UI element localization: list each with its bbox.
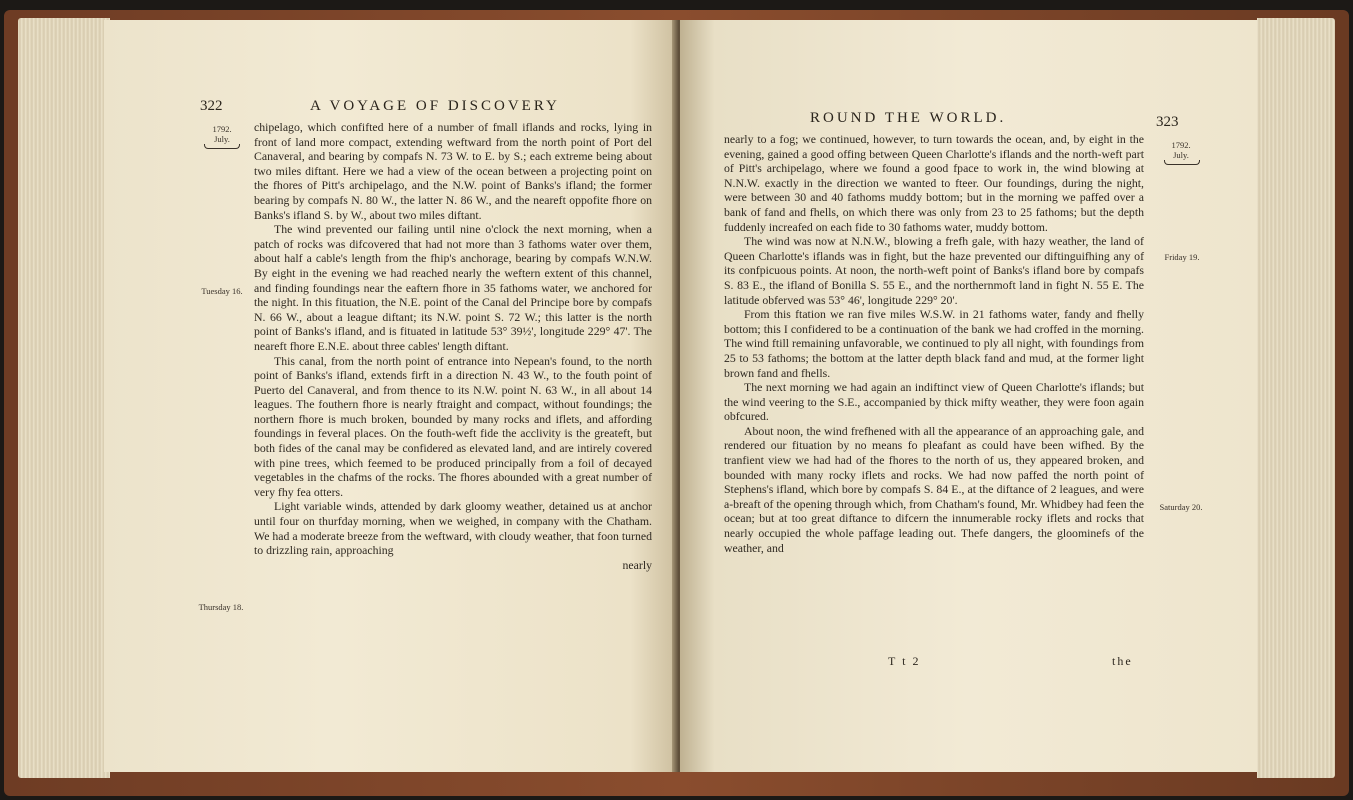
paragraph: Light variable winds, attended by dark gloomy weather, detained us at anchor until four on thurfday morning, when we weighed, in company with the Chatham. We had a moderate breeze from the weftward, with cloudy weather, that foon turned to drizzling rain, approaching	[254, 499, 652, 558]
right-page-body	[724, 132, 1144, 555]
paragraph: chipelago, which confifted here of a number of fmall iflands and rocks, lying in front of land more compact, extending weftward from the north point of Port del Canaveral, and bearing by compafs N. 73 W. to E. by S.; each extreme being about two miles diftant. Here we had a view of the ocean between a projecting point on the fhores of Pitt's archipelago, and the N.W. point of Banks's ifland; the former bearing by compafs N. 80 W., the latter N. 86 W., and the neareft oppofite fhore on Banks's ifland S. by W., about two miles diftant.	[254, 120, 652, 222]
running-head-left: A VOYAGE OF DISCOVERY	[310, 98, 560, 114]
margin-note-friday: Friday 19.	[1164, 252, 1200, 262]
signature-mark: T t 2	[888, 654, 921, 668]
left-page	[104, 20, 676, 772]
running-head-right: ROUND THE WORLD.	[810, 110, 1007, 126]
margin-note-saturday: Saturday 20.	[1159, 502, 1203, 512]
catchword-right: the	[1112, 654, 1133, 668]
margin-brace	[204, 144, 240, 149]
paragraph: From this ftation we ran five miles W.S.W. in 21 fathoms water, fandy and fhelly bottom; this I confidered to be a continuation of the bank we had croffed in the morning. The wind ftill remaining unfavorable, we continued to ply all night, with foundings from 25 to 53 fathoms; the bottom at the latter depth black fand and mud, at the former light brown fand and fhells.	[724, 307, 1144, 380]
paragraph: This canal, from the north point of entrance into Nepean's found, to the north point of Banks's ifland, extends firft in a direction N. 43 W., to the fouth point of Puerto del Canaveral, and from thence to its N.W. point N. 63 W., in all about 14 leagues. The fouthern fhore is nearly ftraight and compact, without foundings; the northern fhore is much broken, bounded by many rocks and iflets, and affording foundings in feveral places. On the fouth-weft fide the acclivity is the greateft, but both fides of the canal may be confidered as elevated land, and are intirely covered with pine trees, which feemed to be produced principally from a foil of decayed vegetables in the chafms of the rocks. The fhores abounded with a great number of very fhy fea otters.	[254, 353, 652, 499]
margin-date-month: July.	[1173, 150, 1189, 160]
margin-brace	[1164, 160, 1200, 165]
paragraph: About noon, the wind frefhened with all the appearance of an approaching gale, and rendered our fituation by no means fo pleafant as could have been wifhed. By the tranfient view we had had of the fhores to the north of us, they appeared broken, and bounded with many rocky iflets and rocks. We had now paffed the north point of Stephens's ifland, which bore by compafs S. 84 E., at the diftance of 2 leagues, and were a-breaft of the opening through which, from Chatham's found, Mr. Whidbey had feen the ocean; but at too great diftance to difcern the innumerable rocky iflets and rocks that nearly occupied the whole paffage leading out. Thefe dangers, the gloominefs of the weather, and	[724, 423, 1144, 555]
left-page-body	[254, 120, 652, 572]
page-number-left: 322	[200, 98, 223, 114]
margin-note-thursday: Thursday 18.	[198, 602, 244, 612]
margin-date-year: 1792. July.	[212, 124, 232, 144]
margin-note-tuesday: Tuesday 16.	[201, 286, 243, 296]
catchword-left: nearly	[622, 557, 652, 572]
paragraph: The wind prevented our failing until nine o'clock the next morning, when a patch of rocks was difcovered that had not more than 3 fathoms water over them, about half a cable's length from the fhip's anchorage, bearing by compafs W.N.W. By eight in the evening we had reached nearly the weftern extent of this channel, and finding foundings near the eaftern fhore in 35 fathoms water, we anchored for the night. In this fituation, the N.E. point of the Canal del Principe bore by compafs N. 66 W., about a league diftant; its N.W. point S. 72 W.; this latter is the north point of Banks's ifland, and is fituated in latitude 53° 39½', longitude 229° 47'. The neareft fhore E.N.E. about three cables' length diftant.	[254, 222, 652, 353]
page-number-right: 323	[1156, 114, 1179, 130]
paragraph: The wind was now at N.N.W., blowing a frefh gale, with hazy weather, the land of Queen Charlotte's iflands was in fight, but the haze prevented our diftinguifhing any of its confpicuous points. At noon, the north-weft point of Banks's ifland bore by compafs S. 83 E., the ifland of Bonilla S. 55 E., and the northernmoft land in fight N. 55 E. The latitude obferved was 53° 46', longitude 229° 20'.	[724, 234, 1144, 307]
margin-date-year: 1792. July.	[1171, 140, 1191, 160]
paragraph: nearly to a fog; we continued, however, to turn towards the ocean, and, by eight in the evening, gained a good offing between Queen Charlotte's iflands and the north-weft part of Pitt's archipelago, where we found a good fpace to work in, the wind blowing at N.N.W. exactly in the direction we wanted to fteer. Our foundings, during the night, were between 30 and 40 fathoms muddy bottom; but in the morning we paffed over a bank of fand and fhells, on which there was only from 23 to 25 fathoms; but the depth fuddenly increafed on each fide to 30 fathoms water, muddy bottom.	[724, 132, 1144, 234]
right-page-edges	[1257, 18, 1335, 778]
paragraph: The next morning we had again an indiftinct view of Queen Charlotte's iflands; but the wind veering to the S.E., accompanied by thick mifty weather, they were foon again obfcured.	[724, 380, 1144, 424]
right-page	[680, 20, 1257, 772]
left-page-edges	[18, 18, 110, 778]
margin-date-month: July.	[214, 134, 230, 144]
